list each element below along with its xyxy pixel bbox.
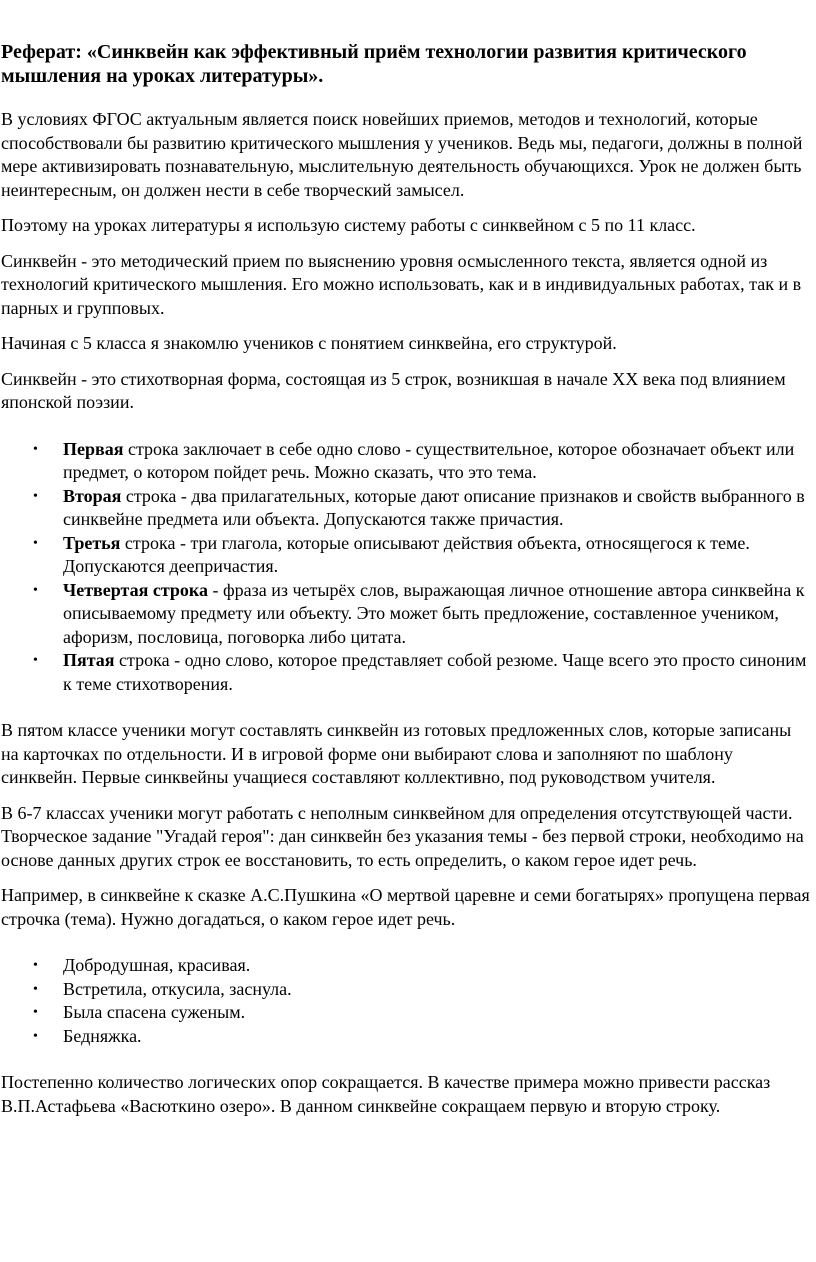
list-item — [33, 649, 810, 696]
structure-list — [1, 438, 810, 697]
list-item-text: строка заключает в себе одно слово - существительное, которое обозначает объект или предмет, о котором пойдет речь. Можно сказать, что это тема. — [63, 438, 795, 482]
paragraph: Например, в синквейне к сказке А.С.Пушкина «О мертвой царевне и семи богатырях» пропущена первая строчка (тема). Нужно догадаться, о каком герое идет речь. — [1, 885, 810, 929]
list-item-bold: Пятая — [63, 650, 115, 670]
list-item-text: Была спасена суженым. — [63, 1002, 246, 1022]
list-item — [33, 978, 810, 1002]
bullet-icon: • — [33, 653, 38, 668]
list-item-text: строка - одно слово, которое представляет собой резюме. Чаще всего это просто синоним к теме стихотворения. — [63, 650, 807, 694]
list-item-text: строка - три глагола, которые описывают действия объекта, относящегося к теме. Допускаются деепричастия. — [63, 532, 750, 576]
list-item-bold: Вторая — [63, 485, 122, 506]
list-item-bold: Третья — [63, 532, 121, 553]
list-item — [33, 532, 810, 579]
bullet-icon: • — [33, 488, 38, 504]
list-item-bold: Четвертая строка — [63, 579, 208, 600]
list-item — [33, 1025, 810, 1049]
list-item-text: Добродушная, красивая. — [63, 955, 251, 975]
list-item-text: Бедняжка. — [63, 1025, 142, 1046]
paragraph: В пятом классе ученики могут составлять синквейн из готовых предложенных слов, которые записаны на карточках по отдельности. И в игровой форме они выбирают слова и заполняют по шаблону синквейн. Первые синквейны учащиеся составляют коллективно, под руководством учителя. — [1, 720, 792, 787]
list-item — [33, 438, 810, 485]
list-item-text: Встретила, откусила, заснула. — [63, 978, 292, 999]
paragraph: Постепенно количество логических опор сокращается. В качестве примера можно привести рассказ В.П.Астафьева «Васюткино озеро». В данном синквейне сокращаем первую и вторую строку. — [1, 1072, 771, 1116]
paragraph: Синквейн - это методический прием по выяснению уровня осмысленного текста, является одной из технологий критического мышления. Его можно использовать, как и в индивидуальных работах, так и в парных и групповых. — [1, 250, 802, 318]
list-item-text: строка - два прилагательных, которые дают описание признаков и свойств выбранного в синквейне предмета или объекта. Допускаются также причастия. — [63, 485, 805, 529]
paragraph: В условиях ФГОС актуальным является поиск новейших приемов, методов и технологий, которые способствовали бы развитию критического мышления у учеников. Ведь мы, педагоги, должны в полной мере активизировать познавательную, мыслительную деятельность обучающихся. Урок не должен быть неинтересным, он должен нести в себе творческий замысел. — [1, 109, 803, 200]
list-item — [33, 579, 810, 650]
bullet-icon: • — [33, 958, 38, 973]
document-title: Реферат: «Синквейн как эффективный приём технологии развития критического мышления на уроках литературы». — [1, 41, 747, 87]
paragraph: Синквейн - это стихотворная форма, состоящая из 5 строк, возникшая в начале XX века под влиянием японской поэзии. — [1, 368, 786, 412]
bullet-icon: • — [33, 535, 38, 551]
list-item — [33, 954, 810, 978]
paragraph: Начиная с 5 класса я знакомлю учеников с понятием синквейна, его структурой. — [1, 333, 617, 353]
paragraph: В 6-7 классах ученики могут работать с неполным синквейном для определения отсутствующей части. Творческое задание "Угадай героя": дан синквейн без указания темы - без первой строки, необходимо на основе данных других строк ее восстановить, то есть определить, о каком герое идет речь. — [1, 802, 804, 870]
list-item-bold: Первая — [63, 438, 124, 459]
bullet-icon: • — [33, 582, 38, 598]
bullet-icon: • — [33, 1005, 38, 1020]
list-item — [33, 485, 810, 532]
bullet-icon: • — [33, 1028, 38, 1044]
example-list — [1, 954, 810, 1048]
paragraph: Поэтому на уроках литературы я использую систему работы с синквейном с 5 по 11 класс. — [1, 215, 696, 235]
list-item-text: - фраза из четырёх слов, выражающая личное отношение автора синквейна к описываемому предмету или объекту. Это может быть предложение, составленное учеником, афоризм, пословица, поговорка либо цитата. — [63, 579, 805, 647]
list-item — [33, 1001, 810, 1025]
bullet-icon: • — [33, 441, 38, 457]
bullet-icon: • — [33, 981, 38, 997]
